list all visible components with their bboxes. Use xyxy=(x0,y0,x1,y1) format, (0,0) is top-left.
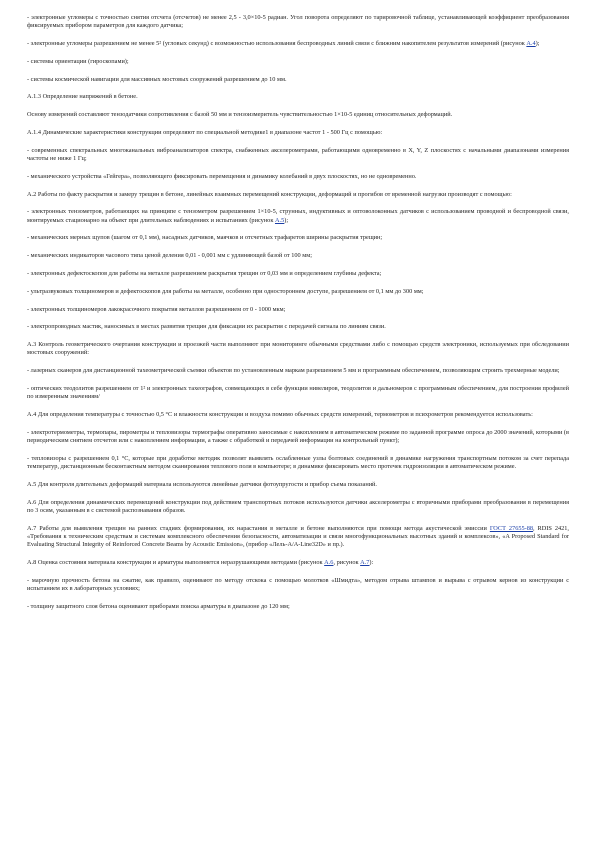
paragraph-text: - современных спектральных многоканальных виброанализаторов спектра, снабженных акселерометрами, работающими одновременно в X, Y, Z плоскостях с начальными диапазонами измерения частоты не ниже 1 Гц; xyxy=(27,146,569,162)
paragraph xyxy=(27,341,569,357)
paragraph-text: А.1.3 Определение напряжений в бетоне. xyxy=(27,93,138,101)
paragraph-text: - электропроводных мастик, наносимых в местах развития трещин для фиксации их раскрытия с передачей сигнала по линиям связи. xyxy=(27,323,386,331)
paragraph xyxy=(27,306,569,314)
paragraph-text: - электронных дефектоскопов для работы на металле разрешением раскрытия трещин от 0,03 мм и определением глубины дефекта; xyxy=(27,269,382,277)
paragraph-text: - толщину защитного слоя бетона оценивают приборами поиска арматуры в диапазоне до 120 мм; xyxy=(27,602,290,610)
reference-link[interactable]: А.7 xyxy=(360,558,370,566)
paragraph-text: А.8 Оценка состояния материала конструкции и арматуры выполняется неразрушающими методами (рисунок xyxy=(27,558,325,566)
paragraph xyxy=(27,147,569,163)
paragraph-text: - лазерных сканеров для дистанционной тахеометрической съемки объектов по установленным маркам разрешением 5 мм и программным обеспечением, позволяющим строить трехмерные модели; xyxy=(27,367,560,375)
reference-link[interactable]: ГОСТ 27655-88 xyxy=(489,524,534,532)
paragraph-text: А.4 Для определения температуры с точностью 0,5 °С и влажности конструкции и воздуха помимо обычных средств измерений, термометров и психрометров рекомендуется использовать: xyxy=(27,410,533,418)
reference-link[interactable]: А.5 xyxy=(274,216,285,224)
reference-link[interactable]: А.6 xyxy=(324,558,334,566)
paragraph-text: ): xyxy=(369,558,374,566)
paragraph-text: Основу измерений составляют тензодатчики сопротивления с базой 50 мм и тензоизмеритель чувствительностью 1×10-5 единиц относительных деформаций. xyxy=(27,111,453,119)
paragraph xyxy=(27,499,569,515)
paragraph xyxy=(27,14,569,30)
paragraph xyxy=(27,411,569,419)
paragraph xyxy=(27,252,569,260)
paragraph-text: - ультразвуковых толщиномеров и дефектоскопов для работы на металле, особенно при одностороннем доступе, разрешением от 0,1 мм до 300 мм; xyxy=(27,287,424,295)
paragraph-text: - тепловизоры с разрешением 0,1 °С, которые при доработке методик позволят выявлять ослабленные узлы болтовых соединений в динамике нагружения транспортным потоком за счет перепада температур, дистанционным бесконтактным методом сканирования теплового поля в компьютере; в динамике фиксировать место протечек гидроизоляции в автоматическом режиме. xyxy=(27,454,569,470)
reference-link[interactable]: А.4 xyxy=(526,40,536,47)
paragraph xyxy=(27,481,569,489)
paragraph-text: ); xyxy=(284,216,289,224)
paragraph-text: - системы ориентации (гироскопами); xyxy=(27,57,129,65)
paragraph-text: - электронных тензометров, работающих на принципе с тензометром разрешением 1×10-5, струнных, индуктивных и оптоволоконных датчиков с использованием проводной и беспроводной связи, монтируемых стационарно на объект при длительных наблюдениях и испытаниях (рисунок xyxy=(27,208,569,224)
paragraph-text: - марочную прочность бетона на сжатие, как правило, оценивают по методу отскока с помощью молотков «Шмидта», методом отрыва штампов и вырыва с отрывом кернов из конструкции с испытанием их в лабораторных условиях; xyxy=(27,576,569,592)
paragraph xyxy=(27,208,569,224)
paragraph xyxy=(27,385,569,401)
paragraph-text: - оптических теодолитов разрешением от 1² и электронных тахеографов, совмещающих в себе функции нивелиров, теодолитов и дальномеров с программным обеспечением, для построения профилей по измеренным значениям/ xyxy=(27,384,569,401)
paragraph xyxy=(27,58,569,66)
paragraph-text: А.2 Работы по факту раскрытия и замеру трещин в бетоне, линейных взаимных перемещений конструкции, деформаций и прогибов от временной нагрузки производят с помощью: xyxy=(27,190,512,198)
paragraph xyxy=(27,93,569,101)
paragraph xyxy=(27,129,569,137)
paragraph-text: А.1.4 Динамические характеристики конструкции определяют по специальной методике1 в диапазоне частот 1 - 500 Гц с помощью: xyxy=(27,128,383,136)
paragraph-text: - механических индикаторов часового типа ценой деления 0,01 - 0,001 мм с удлиняющей базой от 100 мм; xyxy=(27,252,312,260)
paragraph xyxy=(27,367,569,375)
paragraph xyxy=(27,40,569,48)
paragraph xyxy=(27,288,569,296)
paragraph xyxy=(27,429,569,445)
paragraph xyxy=(27,111,569,119)
paragraph xyxy=(27,270,569,278)
paragraph xyxy=(27,525,569,550)
paragraph-text: ); xyxy=(535,40,540,47)
paragraph-text: А.5 Для контроля длительных деформаций материала используются линейные датчики фотоупругости и прибор съема показаний. xyxy=(27,480,378,488)
paragraph-text: , рисунок xyxy=(333,558,361,566)
paragraph xyxy=(27,191,569,199)
paragraph xyxy=(27,173,569,181)
paragraph xyxy=(27,234,569,242)
paragraph-text: - системы космической навигации для массивных мостовых сооружений разрешением до 10 мм. xyxy=(27,75,287,83)
paragraph-text: - электронные угломеры разрешением не менее 5² (угловых секунд) с возможностью использования беспроводных линий связи с ближним накопителем результатов измерений (рисунок xyxy=(27,40,527,47)
paragraph-text: - электронных толщиномеров лакокрасочного покрытия металлов разрешением от 0 - 1000 мкм; xyxy=(27,305,286,313)
paragraph xyxy=(27,323,569,331)
paragraph xyxy=(27,76,569,84)
paragraph-text: - механического устройства «Гейгера», позволяющего фиксировать перемещения и динамику колебаний в двух плоскостях, но не одновременно. xyxy=(27,172,417,180)
paragraph-text: - механических мерных щупов (шагом от 0,1 мм), насадных датчиков, маячков и отсчетных трафаретов ширины раскрытия трещин; xyxy=(27,234,383,242)
paragraph-text: - электротермометры, термопары, пирометры и тепловизоры термографы оперативно заносимые с накоплением в автоматическом режиме по заданной программе опроса до 2000 значений, которыми (в периодическим снятием отсчетов или с накоплением информации, а также с обработкой и передачей информации на контрольный пункт); xyxy=(27,428,569,444)
paragraph-text: А.7 Работы для выявления трещин на ранних стадиях формирования, их нарастания в металле и бетоне выполняются при помощи метода акустической эмиссии xyxy=(27,524,490,532)
paragraph xyxy=(27,577,569,593)
paragraph xyxy=(27,455,569,471)
paragraph xyxy=(27,603,569,611)
paragraph-text: А.6 Для определения динамических перемещений конструкции под действием транспортных потоков используются датчики акселерометры с вторичными приборами преобразования в перемещения по 3 осям, указанным в с системой распознавания образов. xyxy=(27,498,569,514)
paragraph-text: - электронные угломеры с точностью снятия отсчета (отсчетов) не менее 2,5 - 3,0×10-5 радиан. Угол поворота определяют по тарировочной таблице, устанавливающей коэффициент преобразования фиксируемых прибором параметров для каждого датчика; xyxy=(27,14,569,30)
paragraph-text: А.3 Контроль геометрического очертания конструкции и проезжей части выполняют при мониторинге обычными средствами либо с помощью средств электроники, используемых при обследовании мостовых сооружений: xyxy=(27,341,569,357)
paragraph xyxy=(27,559,569,567)
paragraph-text: , RDIS 2421, «Требования к техническим средствам и системам комплексного обеспечения безопасности, автоматизации и связи многофункциональных высотных зданий и комплексов», «A Proposed Standard for Evaluating Structural Integrity of Reinforced Concrete Beams by Acoustic Emission», (прибор «Лель-А/А-Line32D» и пр.). xyxy=(27,524,569,548)
